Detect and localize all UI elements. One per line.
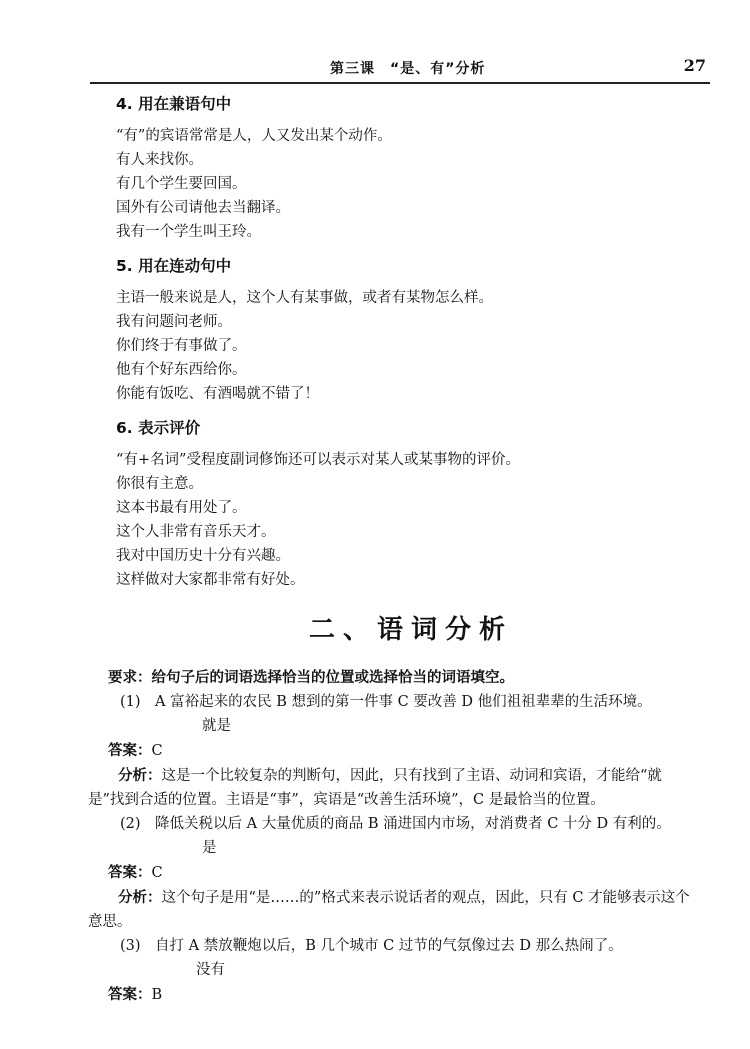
answer-value: C [151, 865, 163, 881]
section-6-line: 这样做对大家都非常有好处。 [116, 572, 305, 588]
answer-3 [108, 982, 716, 1008]
chapter-title: 第三课 “是、有”分析 [330, 61, 486, 77]
section-6-line: 这个人非常有音乐天才。 [116, 524, 276, 540]
section-4-line: 国外有公司请他去当翻译。 [116, 200, 290, 216]
question-1: (1) A 富裕起来的农民 B 想到的第一件事 C 要改善 D 他们祖祖辈辈的生活环境。 [120, 694, 652, 710]
analysis-1 [88, 764, 690, 812]
analysis-text: 这是一个比较复杂的判断句，因此，只有找到了主语、动词和宾语，才能给“就是”找到合适的位置。主语是“事”，宾语是“改善生活环境”，C 是最恰当的位置。 [88, 768, 662, 808]
analysis-label: 分析： [118, 890, 162, 906]
section-4-heading: 4. 用在兼语句中 [116, 95, 232, 113]
section-5-line: 我有问题问老师。 [116, 314, 232, 330]
page-number: 27 [683, 56, 706, 75]
question-3-option: 没有 [196, 962, 225, 978]
question-1-option: 就是 [202, 718, 231, 734]
question-2: (2) 降低关税以后 A 大量优质的商品 B 涌进国内市场，对消费者 C 十分 D 有利的。 [120, 816, 671, 832]
section-5-line: 你们终于有事做了。 [116, 338, 247, 354]
page-content [88, 92, 716, 1008]
analysis-2 [88, 886, 690, 934]
section-5-line: 他有个好东西给你。 [116, 362, 247, 378]
section-6-line: 这本书最有用处了。 [116, 500, 247, 516]
page-header [90, 56, 710, 84]
question-2-option: 是 [202, 840, 217, 856]
section-4-line: 有人来找你。 [116, 152, 203, 168]
analysis-text: 这个句子是用“是……的”格式来表示说话者的观点，因此，只有 C 才能够表示这个意思。 [88, 890, 690, 930]
section-6-line: 我对中国历史十分有兴趣。 [116, 548, 290, 564]
section-5-heading: 5. 用在连动句中 [116, 257, 232, 275]
analysis-label: 分析： [118, 768, 162, 784]
question-3: (3) 自打 A 禁放鞭炮以后，B 几个城市 C 过节的气氛像过去 D 那么热闹了。 [120, 938, 623, 954]
answer-label: 答案： [108, 865, 152, 881]
answer-value: B [151, 987, 163, 1003]
section-4-line: “有”的宾语常常是人，人又发出某个动作。 [116, 128, 392, 144]
section-4-line: 我有一个学生叫王玲。 [116, 224, 261, 240]
answer-1 [108, 738, 716, 764]
section-6-line: “有+名词”受程度副词修饰还可以表示对某人或某事物的评价。 [116, 452, 520, 468]
answer-2 [108, 860, 716, 886]
section-4-line: 有几个学生要回国。 [116, 176, 247, 192]
requirement: 要求：给句子后的词语选择恰当的位置或选择恰当的词语填空。 [108, 670, 514, 686]
section-6-heading: 6. 表示评价 [116, 419, 201, 437]
section-5-line: 主语一般来说是人，这个人有某事做，或者有某物怎么样。 [116, 290, 493, 306]
answer-label: 答案： [108, 987, 152, 1003]
answer-value: C [151, 743, 163, 759]
section-5-line: 你能有饭吃、有酒喝就不错了！ [116, 386, 319, 402]
part-2-title: 二、语词分析 [308, 615, 513, 645]
answer-label: 答案： [108, 743, 152, 759]
section-6-line: 你很有主意。 [116, 476, 203, 492]
